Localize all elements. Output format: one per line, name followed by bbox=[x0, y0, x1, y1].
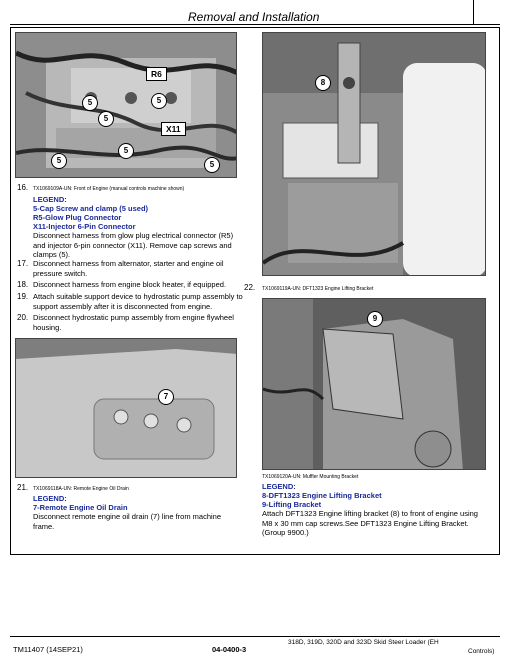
step-text: Disconnect hydrostatic pump assembly from engine flywheel housing. bbox=[33, 313, 234, 332]
step-number: 18. bbox=[17, 280, 29, 289]
step-text: Disconnect remote engine oil drain (7) line from machine frame. bbox=[33, 512, 222, 531]
model-line: 318D, 319D, 320D and 323D Skid Steer Loader (EH bbox=[288, 639, 439, 646]
legend-item: 8-DFT1323 Engine Lifting Bracket bbox=[262, 491, 382, 500]
step-number: 19. bbox=[17, 292, 29, 301]
legend-title: LEGEND: bbox=[262, 482, 296, 491]
step-text: Disconnect harness from engine block heater, if equipped. bbox=[33, 280, 227, 289]
step-number: 16. bbox=[17, 183, 29, 192]
callout-8: 8 bbox=[315, 75, 331, 91]
legend-item: 5-Cap Screw and clamp (5 used) bbox=[33, 204, 149, 213]
callout-5: 5 bbox=[151, 93, 167, 109]
front-of-engine-photo bbox=[15, 32, 237, 178]
step-number: 21. bbox=[17, 483, 29, 492]
legend-item: 9-Lifting Bracket bbox=[262, 500, 322, 509]
callout-5: 5 bbox=[118, 143, 134, 159]
muffler-mounting-bracket-photo bbox=[262, 298, 486, 470]
step-number: 20. bbox=[17, 313, 29, 322]
step-text: Disconnect harness from glow plug electrical connector (R5) and injector 6-pin connector (X11). Remove cap screws and clamps (5). bbox=[33, 231, 234, 259]
page-title: Removal and Installation bbox=[188, 10, 320, 24]
legend-item: 7-Remote Engine Oil Drain bbox=[33, 503, 128, 512]
footer-rule bbox=[10, 636, 500, 637]
step-number: 22. bbox=[244, 283, 256, 292]
legend-item: X11-Injector 6-Pin Connector bbox=[33, 222, 136, 231]
callout-9: 9 bbox=[367, 311, 383, 327]
legend-item: R5-Glow Plug Connector bbox=[33, 213, 122, 222]
figure-caption: TX1069109A-UN: Front of Engine (manual controls machine shown) bbox=[33, 186, 185, 192]
x11-label: X11 bbox=[161, 122, 186, 136]
document-id: TM11407 (14SEP21) bbox=[13, 645, 83, 654]
legend-title: LEGEND: bbox=[33, 494, 67, 503]
callout-5: 5 bbox=[82, 95, 98, 111]
step-text: Attach DFT1323 Engine lifting bracket (8) to front of engine using M8 x 30 mm cap screws.See DFT1323 Engine Lifting Bracket. (Group 9900.) bbox=[262, 509, 478, 537]
figure-caption: TX1069118A-UN: Remote Engine Oil Drain bbox=[33, 486, 129, 492]
step-text: Attach suitable support device to hydrostatic pump assembly to support assembly after it is disconnected from engine. bbox=[33, 292, 243, 311]
callout-5: 5 bbox=[98, 111, 114, 127]
engine-lifting-bracket-photo bbox=[262, 32, 486, 276]
model-line: Controls) bbox=[468, 648, 495, 655]
header-rule bbox=[10, 24, 500, 25]
callout-7: 7 bbox=[158, 389, 174, 405]
remote-oil-drain-photo bbox=[15, 338, 237, 478]
step-number: 17. bbox=[17, 259, 29, 268]
legend-title: LEGEND: bbox=[33, 195, 67, 204]
figure-caption: TX1069119A-UN: DFT1323 Engine Lifting Bracket bbox=[262, 286, 374, 292]
r6-label: R6 bbox=[146, 67, 167, 81]
callout-5: 5 bbox=[51, 153, 67, 169]
remote-oil-drain-illustration bbox=[16, 339, 237, 478]
figure-caption: TX1069120A-UN: Muffler Mounting Bracket bbox=[262, 474, 359, 480]
step-text: Disconnect harness from alternator, starter and engine oil pressure switch. bbox=[33, 259, 224, 278]
header-rule-right bbox=[473, 0, 474, 25]
page-number: 04-0400-3 bbox=[212, 645, 247, 654]
engine-lifting-bracket-illustration bbox=[263, 33, 486, 276]
callout-5: 5 bbox=[204, 157, 220, 173]
